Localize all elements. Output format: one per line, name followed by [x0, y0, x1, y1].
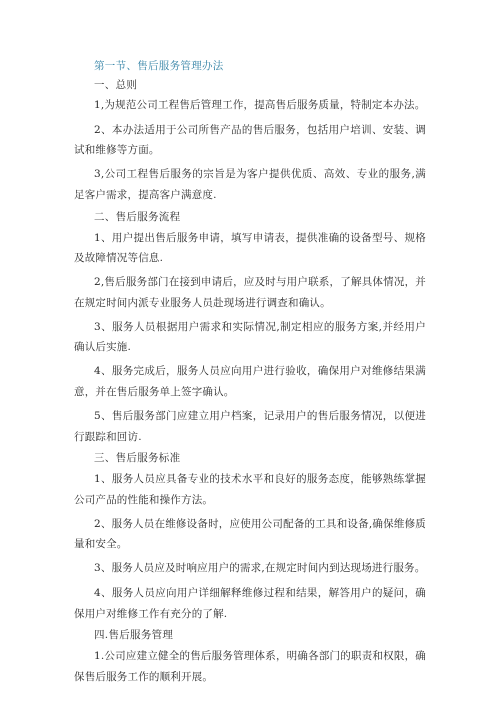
paragraph: 3、服务人员根据用户需求和实际情况,制定相应的服务方案,并经用户确认后实施.	[74, 320, 426, 354]
section-heading: 四.售后服务管理	[94, 629, 174, 642]
paragraph: 3,公司工程售后服务的宗旨是为客户提供优质、高效、专业的服务,满足客户需求，提高客户满意度.	[74, 168, 426, 202]
paragraph: 2,售后服务部门在接到申请后，应及时与用户联系，了解具体情况，并在规定时间内派专业服务人员赴现场进行调查和确认。	[74, 276, 426, 309]
paragraph: 1、服务人员应具备专业的技术水平和良好的服务态度，能够熟练掌握公司产品的性能和操作方法。	[74, 473, 426, 506]
paragraph: 1、用户提出售后服务申请，填写申请表，提供准确的设备型号、规格及故障情况等信息.	[74, 231, 426, 265]
paragraph: 4、服务完成后，服务人员应向用户进行验收，确保用户对维修结果满意，并在售后服务单上签字确认。	[74, 365, 426, 398]
paragraph: 3、服务人员应及时响应用户的需求,在规定时间内到达现场进行服务。	[94, 562, 426, 575]
paragraph: 5、售后服务部门应建立用户档案，记录用户的售后服务情况，以便进行跟踪和回访.	[74, 409, 426, 443]
document-title: 第一节、售后服务管理办法	[94, 60, 224, 72]
paragraph: 2、服务人员在维修设备时，应使用公司配备的工具和设备,确保维修质量和安全。	[74, 517, 426, 551]
paragraph: 1.公司应建立健全的售后服务管理体系，明确各部门的职责和权限，确保售后服务工作的顺利开展。	[74, 650, 426, 683]
section-heading: 二、售后服务流程	[94, 210, 181, 223]
paragraph: 4、服务人员应向用户详细解释维修过程和结果，解答用户的疑问，确保用户对维修工作有充分的了解.	[74, 586, 426, 620]
paragraph: 1,为规范公司工程售后管理工作，提高售后服务质量，特制定本办法。	[94, 99, 426, 112]
paragraph: 2、本办法适用于公司所售产品的售后服务，包括用户培训、安装、调试和维修等方面。	[74, 123, 426, 157]
section-heading: 三、售后服务标准	[94, 452, 181, 465]
section-heading: 一、总则	[94, 78, 138, 91]
